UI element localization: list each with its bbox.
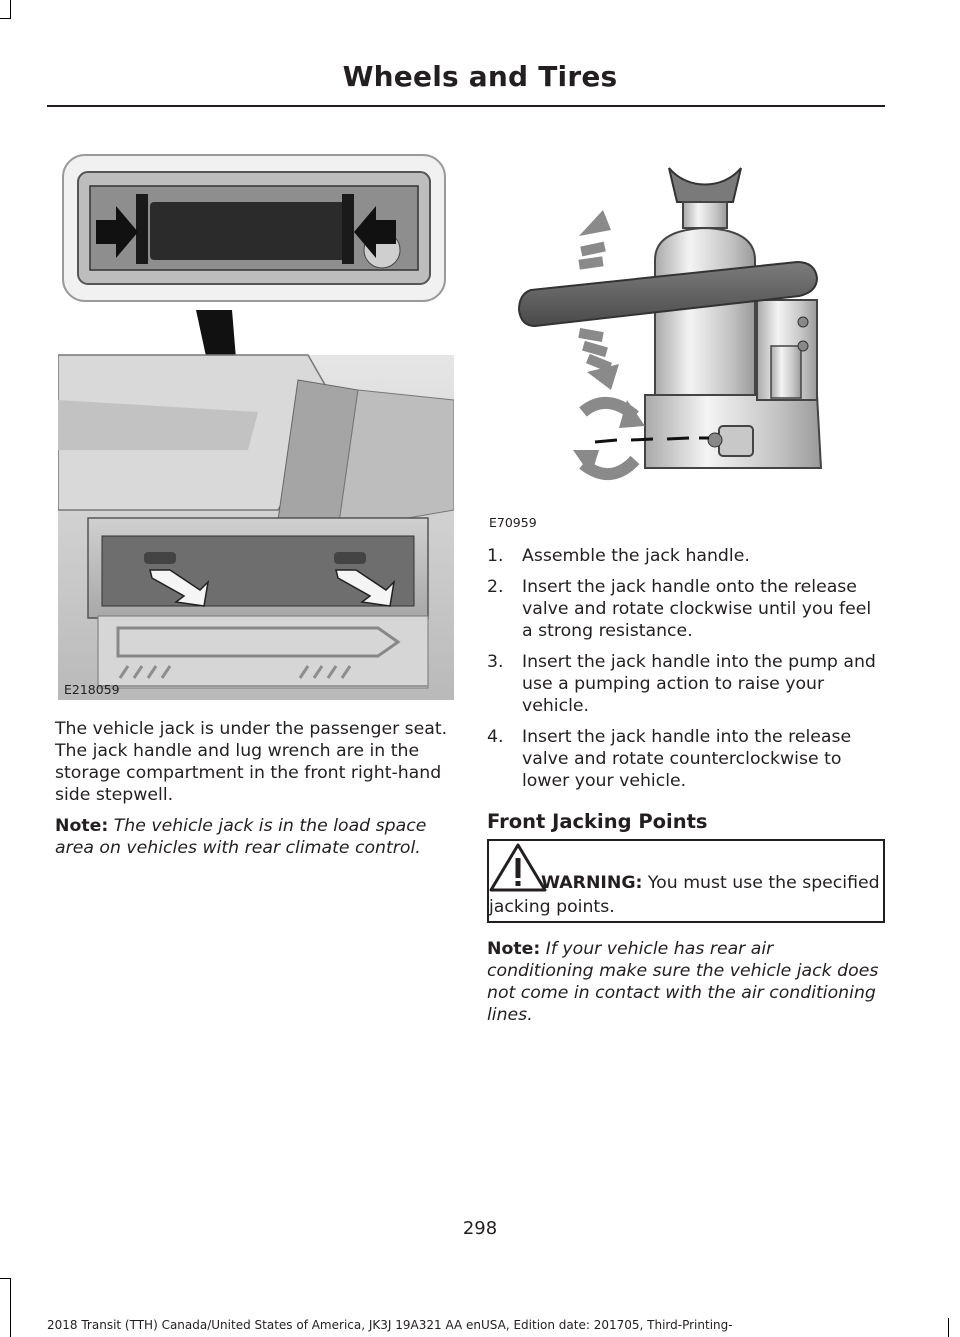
step-number: 2.	[487, 577, 504, 597]
figure-code-left: E218059	[64, 682, 120, 697]
page-number: 298	[462, 1218, 498, 1239]
warning-text-block	[489, 871, 881, 919]
jack-location-illustration	[58, 150, 454, 702]
note-label: Note:	[55, 816, 109, 836]
step-text: Assemble the jack handle.	[522, 546, 750, 566]
step-number: 4.	[487, 727, 504, 747]
warning-label: WARNING:	[541, 873, 643, 893]
right-text-column	[487, 545, 887, 833]
step-text: Insert the jack handle into the pump and use a pumping action to raise your vehicle.	[522, 652, 876, 716]
page-title: Wheels and Tires	[342, 60, 618, 93]
list-item	[487, 576, 887, 642]
list-item	[487, 545, 887, 567]
note-text: The vehicle jack is in the load space area on vehicles with rear climate control.	[55, 816, 427, 858]
crop-mark-top-left-v	[10, 0, 11, 18]
air-conditioning-note	[487, 938, 885, 1026]
warning-box	[487, 839, 885, 923]
list-item	[487, 651, 887, 717]
header-divider	[47, 105, 885, 107]
jack-location-paragraph: The vehicle jack is under the passenger seat. The jack handle and lug wrench are in the storage compartment in the front right-hand side stepwell.	[55, 719, 448, 805]
bottle-jack-illustration	[487, 150, 887, 520]
list-item	[487, 726, 887, 792]
crop-mark-bottom-right-v	[948, 1318, 949, 1337]
step-number: 3.	[487, 652, 504, 672]
step-number: 1.	[487, 546, 504, 566]
crop-mark-bottom-left-h	[0, 1278, 11, 1279]
crop-mark-bottom-left-v	[10, 1278, 11, 1337]
note-text: If your vehicle has rear air conditioning make sure the vehicle jack does not come in contact with the air conditioning lines.	[487, 939, 879, 1025]
load-space-note	[55, 815, 450, 859]
warning-message: You must use the specified jacking points.	[489, 873, 880, 917]
note-label: Note:	[487, 939, 541, 959]
footer-edition-info: 2018 Transit (TTH) Canada/United States of America, JK3J 19A321 AA enUSA, Edition date: 201705, Third-Printing-	[47, 1318, 733, 1332]
step-text: Insert the jack handle into the release valve and rotate counterclockwise to lower your vehicle.	[522, 727, 852, 791]
jack-steps-list	[487, 545, 887, 792]
step-text: Insert the jack handle onto the release valve and rotate clockwise until you feel a strong resistance.	[522, 577, 872, 641]
figure-bottle-jack	[487, 150, 887, 532]
left-text-column	[55, 718, 450, 859]
section-heading: Front Jacking Points	[487, 810, 708, 833]
figure-code-right: E70959	[489, 515, 537, 530]
figure-jack-location	[58, 150, 454, 702]
crop-mark-top-left-h	[0, 18, 11, 19]
